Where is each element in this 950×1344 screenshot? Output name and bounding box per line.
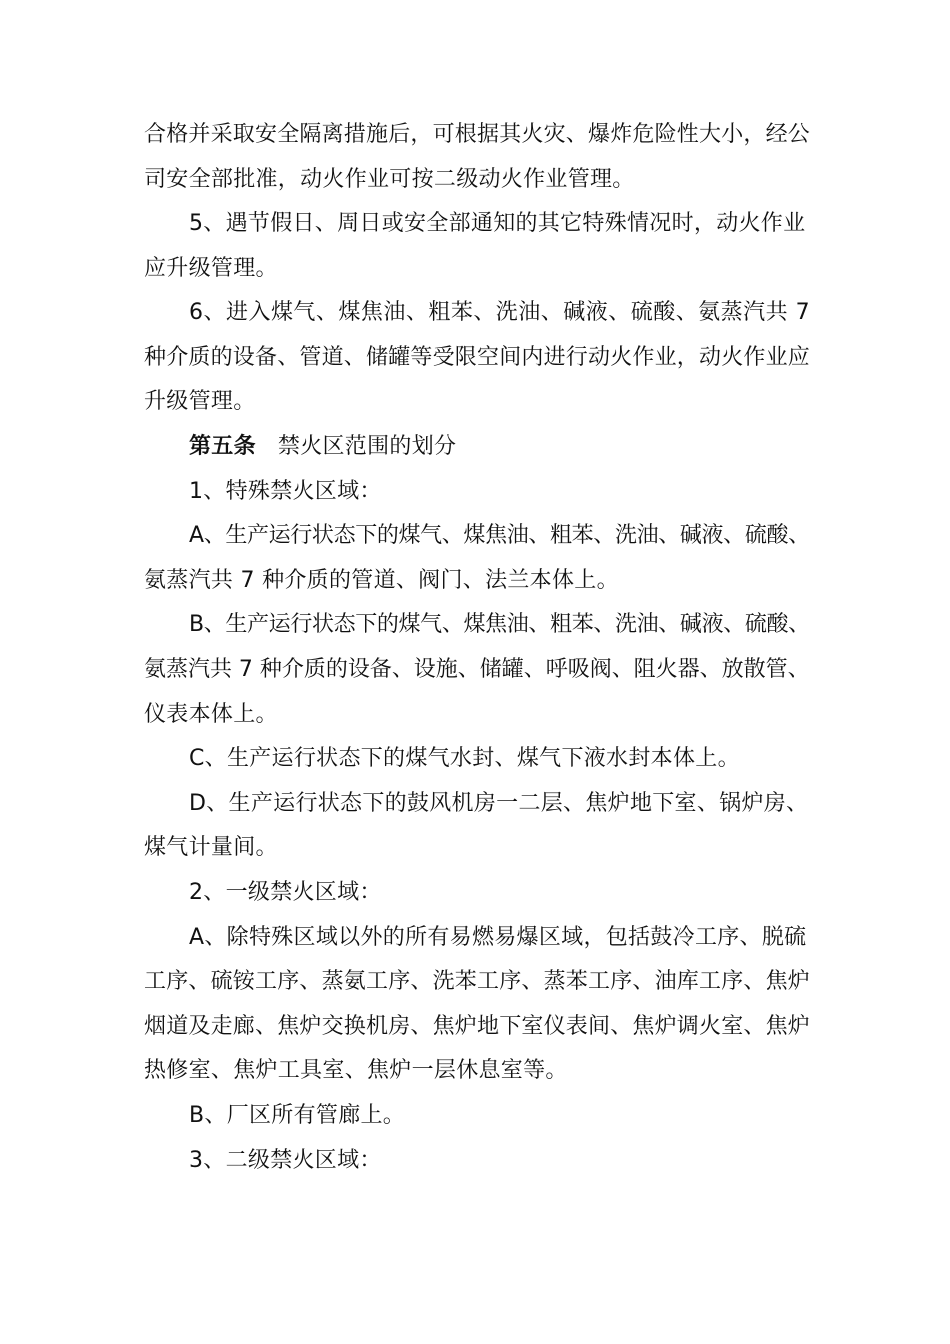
paragraph-line: 热修室、焦炉工具室、焦炉一层休息室等。 bbox=[144, 1058, 568, 1083]
paragraph-line: B、生产运行状态下的煤气、煤焦油、粗苯、洗油、碱液、硫酸、 bbox=[189, 612, 810, 637]
paragraph-line: 种介质的设备、管道、储罐等受限空间内进行动火作业，动火作业应 bbox=[144, 345, 811, 370]
article-number: 第五条 bbox=[189, 434, 256, 459]
paragraph-line: 合格并采取安全隔离措施后，可根据其火灾、爆炸危险性大小，经公 bbox=[144, 122, 811, 147]
section-heading: 3、二级禁火区域： bbox=[189, 1148, 382, 1173]
paragraph-line: 司安全部批准，动火作业可按二级动火作业管理。 bbox=[144, 167, 635, 192]
article-title: 禁火区范围的划分 bbox=[277, 434, 457, 459]
paragraph-line: 升级管理。 bbox=[144, 389, 256, 414]
paragraph-line: 6、进入煤气、煤焦油、粗苯、洗油、碱液、硫酸、氨蒸汽共 7 bbox=[189, 300, 811, 325]
paragraph-line: 氨蒸汽共 7 种介质的管道、阀门、法兰本体上。 bbox=[144, 568, 619, 593]
paragraph-line: B、厂区所有管廊上。 bbox=[189, 1103, 406, 1128]
paragraph-line: A、生产运行状态下的煤气、煤焦油、粗苯、洗油、碱液、硫酸、 bbox=[189, 523, 810, 548]
paragraph-line: 煤气计量间。 bbox=[144, 835, 278, 860]
paragraph-line: 烟道及走廊、焦炉交换机房、焦炉地下室仪表间、焦炉调火室、焦炉 bbox=[144, 1014, 811, 1039]
paragraph-line: A、除特殊区域以外的所有易燃易爆区域，包括鼓冷工序、脱硫 bbox=[189, 925, 807, 950]
paragraph-line: 应升级管理。 bbox=[144, 256, 278, 281]
paragraph-line: C、生产运行状态下的煤气水封、煤气下液水封本体上。 bbox=[189, 746, 740, 771]
section-heading: 2、一级禁火区域： bbox=[189, 880, 382, 905]
section-heading: 1、特殊禁火区域： bbox=[189, 479, 382, 504]
paragraph-line: 仪表本体上。 bbox=[144, 702, 278, 727]
paragraph-line: 5、遇节假日、周日或安全部通知的其它特殊情况时，动火作业 bbox=[189, 211, 806, 236]
paragraph-line: D、生产运行状态下的鼓风机房一二层、焦炉地下室、锅炉房、 bbox=[189, 791, 809, 816]
paragraph-line: 工序、硫铵工序、蒸氨工序、洗苯工序、蒸苯工序、油库工序、焦炉 bbox=[144, 969, 811, 994]
paragraph-line: 氨蒸汽共 7 种介质的设备、设施、储罐、呼吸阀、阻火器、放散管、 bbox=[144, 657, 810, 682]
article-heading bbox=[189, 432, 456, 462]
